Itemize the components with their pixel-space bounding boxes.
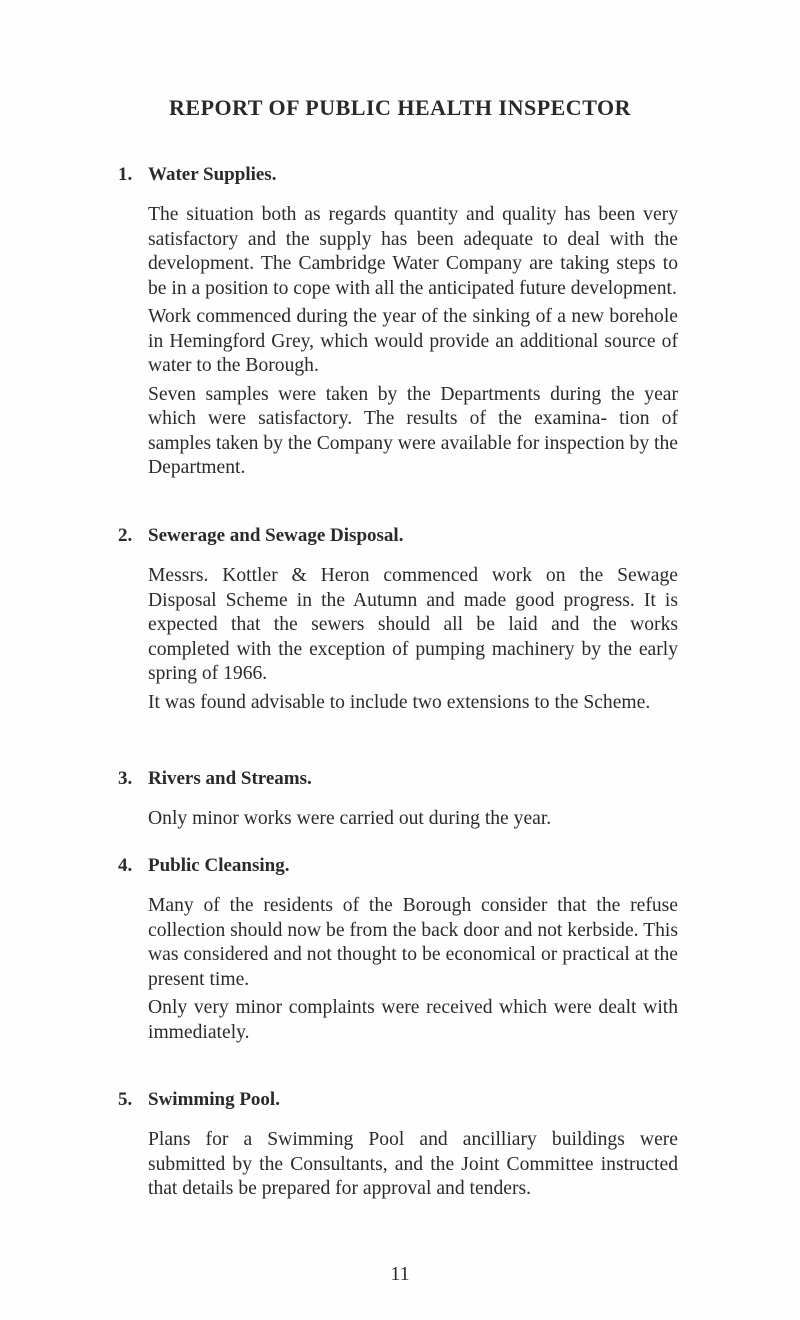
page-number: 11: [390, 1263, 410, 1285]
section-title: Rivers and Streams.: [148, 768, 312, 789]
page-title: REPORT OF PUBLIC HEALTH INSPECTOR: [169, 95, 631, 120]
paragraph: The situation both as regards quantity and quality has been very satisfactory and the supply has been adequate to deal with the development. The Cambridge Water Company are taking steps to be in a position to cope with all the anticipated future development.: [148, 204, 678, 299]
section-title: Sewerage and Sewage Disposal.: [148, 525, 404, 546]
section-number: 3.: [118, 768, 133, 789]
section-public-cleansing: [118, 855, 678, 1049]
paragraph: Plans for a Swimming Pool and ancilliary buildings were submitted by the Consultants, and the Joint Committee instructed that details be prepared for approval and tenders.: [148, 1129, 678, 1199]
paragraph: Work commenced during the year of the sinking of a new borehole in Hemingford Grey, which would provide an additional source of water to the Borough.: [148, 306, 678, 376]
paragraph: Only very minor complaints were received which were dealt with immediately.: [148, 997, 678, 1043]
paragraph: Only minor works were carried out during the year.: [148, 808, 552, 829]
paragraph: Many of the residents of the Borough consider that the refuse collection should now be from the back door and not kerbside. This was considered and not thought to be economical or practical at the present time.: [148, 895, 678, 990]
paragraph: Seven samples were taken by the Departments during the year which were satisfactory. The results of the examina- tion of samples taken by the Company were available for inspection by the Department.: [148, 383, 678, 478]
section-water-supplies: [118, 164, 678, 485]
section-heading: [118, 855, 678, 877]
section-heading: [118, 525, 678, 547]
section-number: 5.: [118, 1089, 133, 1110]
section-number: 2.: [118, 525, 133, 546]
section-sewerage: [118, 525, 678, 719]
section-title: Swimming Pool.: [148, 1089, 280, 1110]
paragraph: It was found advisable to include two extensions to the Scheme.: [148, 691, 651, 713]
section-heading: [118, 164, 678, 186]
section-rivers-streams: [118, 768, 678, 836]
section-number: 1.: [118, 164, 133, 185]
section-swimming-pool: [118, 1089, 678, 1206]
section-heading: [118, 1089, 678, 1111]
paragraph: Messrs. Kottler & Heron commenced work on the Sewage Disposal Scheme in the Autumn and made good progress. It is expected that the sewers should all be laid and the works completed with the exception of pumping machinery by the early spring of 1966.: [148, 565, 678, 684]
section-number: 4.: [118, 855, 133, 876]
section-heading: [118, 768, 678, 790]
section-title: Water Supplies.: [148, 164, 277, 185]
section-title: Public Cleansing.: [148, 855, 290, 876]
